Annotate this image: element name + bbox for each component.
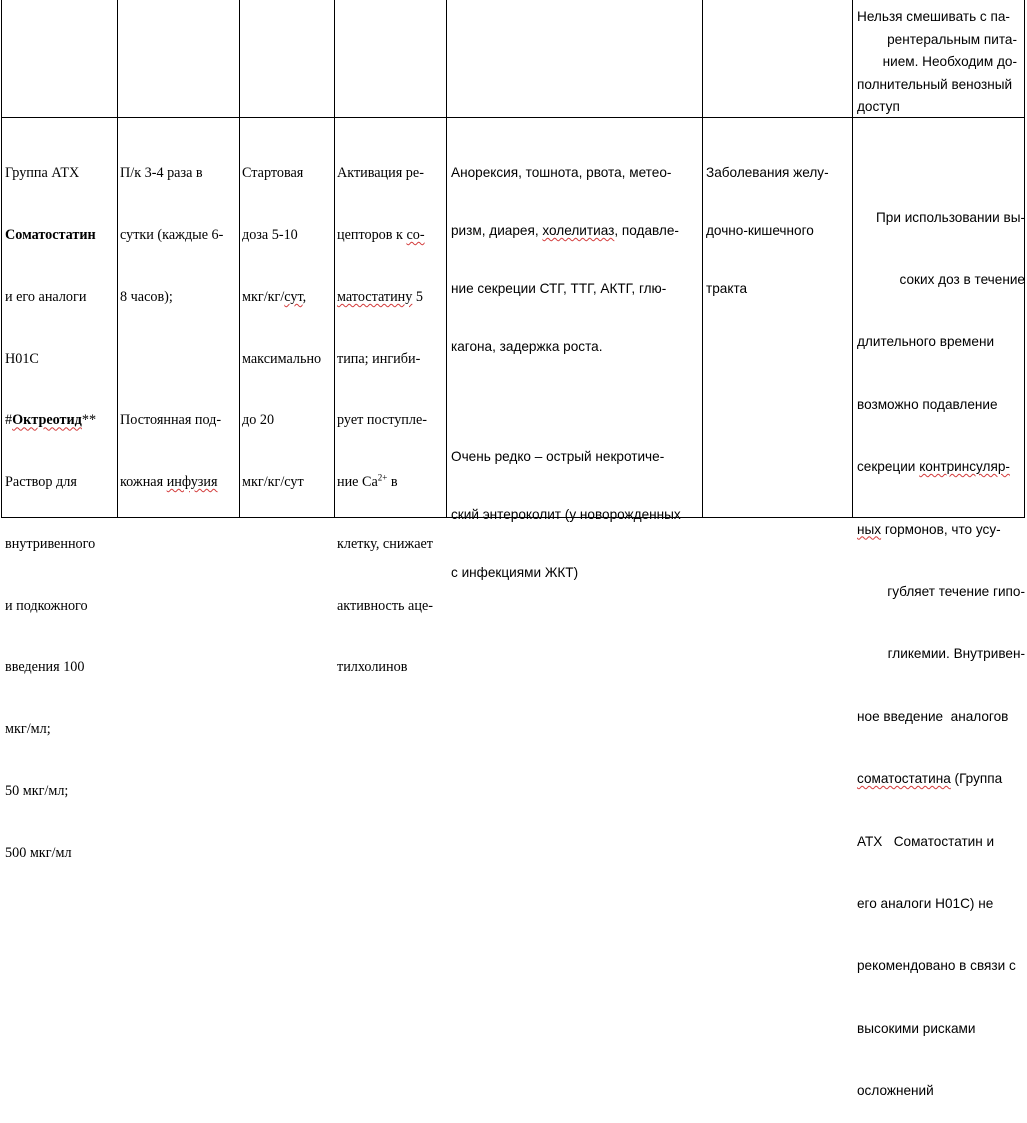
cell-line: клетку, снижает xyxy=(337,535,434,552)
mechanism-cell xyxy=(337,122,433,699)
cell-line: ский энтероколит (у новорожденных xyxy=(451,506,681,522)
cell-line: Нельзя смешивать с па- xyxy=(857,9,1010,24)
cell-text: , xyxy=(302,288,307,305)
dosage-cell xyxy=(242,122,321,513)
cell-line: осложнений xyxy=(857,1083,934,1099)
cell-text: ние Ca xyxy=(337,474,378,491)
cell-line-empty xyxy=(451,396,681,408)
cell-line: возможно подавление xyxy=(857,396,998,412)
cell-line: Очень редко – острый некротиче- xyxy=(451,448,665,464)
cell-line: Анорексия, тошнота, рвота, метео- xyxy=(451,164,672,180)
cell-line: ное введение аналогов xyxy=(857,708,1009,724)
cell-line: 50 мкг/мл; xyxy=(5,783,69,799)
asterisks: ** xyxy=(81,412,97,429)
cell-text: гормонов, что усу- xyxy=(881,521,1001,537)
cell-text-marked: матостатину xyxy=(337,288,413,305)
col-border-3 xyxy=(334,0,335,518)
cell-line: АТХ Соматостатин и xyxy=(857,833,995,849)
cell-line: H01C xyxy=(5,350,39,367)
cell-text-marked: контринсуляр- xyxy=(919,459,1010,475)
hash-mark: # xyxy=(5,412,13,429)
col-border-4 xyxy=(446,0,447,518)
cell-line xyxy=(337,225,433,246)
cell-text: 5 xyxy=(412,288,423,305)
cell-line: Группа АТХ xyxy=(5,165,80,182)
side-effects-cell xyxy=(451,124,681,602)
cell-line: тракта xyxy=(706,281,748,297)
cell-line: дочно-кишечного xyxy=(706,223,814,239)
cell-line xyxy=(337,287,433,308)
cell-line: активность аце- xyxy=(337,597,433,614)
cell-line: рентеральным пита- xyxy=(887,31,1017,47)
cell-line: до 20 xyxy=(242,412,275,429)
cell-line: П/к 3-4 раза в xyxy=(120,165,203,182)
cell-line-empty xyxy=(120,349,223,370)
cell-line: доступ xyxy=(857,99,900,115)
cell-line: и его аналоги xyxy=(5,288,87,305)
cell-line: и подкожного xyxy=(5,597,88,614)
cell-line: Постоянная под- xyxy=(120,412,222,429)
cell-line: полнительный венозный xyxy=(857,76,1013,92)
cell-line xyxy=(451,221,681,240)
cell-line: введения 100 xyxy=(5,659,85,676)
cell-line: сутки (каждые 6- xyxy=(120,226,224,243)
cell-line xyxy=(120,472,223,493)
drug-group-name: Соматостатин xyxy=(5,226,96,243)
cell-text: секреции xyxy=(857,459,920,475)
cell-text-marked: инфузия xyxy=(166,474,218,491)
cell-line: высокими рисками xyxy=(857,1020,976,1036)
cell-text: цепторов к xyxy=(337,226,407,243)
cell-text-marked: со- xyxy=(406,226,425,243)
col-border-1 xyxy=(117,0,118,518)
cell-line: рекомендовано в связи с xyxy=(857,958,1016,974)
drug-name: Октреотид xyxy=(12,412,82,429)
cell-line: соких доз в течение xyxy=(899,271,1025,287)
cell-line: Раствор для xyxy=(5,474,77,491)
cell-line: 500 мкг/мл xyxy=(5,844,72,861)
cell-line: с инфекциями ЖКТ) xyxy=(451,564,579,580)
cell-line: ние секреции СТГ, ТТГ, АКТГ, глю- xyxy=(451,281,667,297)
cell-line: его аналоги H01C) не xyxy=(857,895,994,911)
drug-name-cell xyxy=(5,122,96,884)
cell-line: типа; ингиби- xyxy=(337,350,421,367)
cell-text: ризм, диарея, xyxy=(451,223,543,239)
cell-line: доза 5-10 xyxy=(242,226,298,243)
col-border-5 xyxy=(702,0,703,518)
cell-line xyxy=(857,769,1025,790)
cell-text: кожная xyxy=(120,474,167,491)
row1-col7-cell-text xyxy=(857,6,1017,119)
cell-line: тилхолинов xyxy=(337,659,408,676)
cell-line: нием. Необходим до- xyxy=(882,54,1017,70)
cell-line: губляет течение гипо- xyxy=(887,583,1025,599)
cell-text: (Группа xyxy=(950,771,1003,787)
superscript: 2+ xyxy=(377,472,388,483)
cell-line xyxy=(242,287,321,308)
cell-line: рует поступле- xyxy=(337,412,427,429)
cell-line: Заболевания желу- xyxy=(706,164,829,180)
cell-line: максимально xyxy=(242,350,322,367)
administration-cell xyxy=(120,122,223,513)
cell-line: мкг/мл; xyxy=(5,721,51,738)
cell-text-marked: соматостатина xyxy=(857,771,951,787)
cell-line: гликемии. Внутривен- xyxy=(887,646,1025,662)
indications-cell xyxy=(706,124,829,318)
cell-line: кагона, задержка роста. xyxy=(451,339,603,355)
cell-text: мкг/кг/ xyxy=(242,288,285,305)
cell-line xyxy=(337,472,433,493)
cell-text-marked: сут xyxy=(284,288,303,305)
cell-text: в xyxy=(387,474,398,491)
col-border-2 xyxy=(239,0,240,518)
cell-line: 8 часов); xyxy=(120,288,173,305)
cell-line: длительного времени xyxy=(857,334,995,350)
cell-text-marked: холелитиаз xyxy=(542,223,615,239)
cell-line: мкг/кг/сут xyxy=(242,474,304,491)
notes-cell xyxy=(857,166,1025,1123)
cell-text-marked: ных xyxy=(857,521,882,537)
drug-name-line xyxy=(5,410,96,431)
cell-line: Активация ре- xyxy=(337,165,424,182)
cell-line xyxy=(857,457,1025,478)
cell-text: , подавле- xyxy=(614,223,679,239)
cell-line: Стартовая xyxy=(242,165,304,182)
cell-line: внутривенного xyxy=(5,535,96,552)
col-border-0 xyxy=(1,0,2,518)
cell-line: При использовании вы- xyxy=(876,209,1025,225)
col-border-6 xyxy=(852,0,853,518)
cell-line xyxy=(857,520,1025,541)
